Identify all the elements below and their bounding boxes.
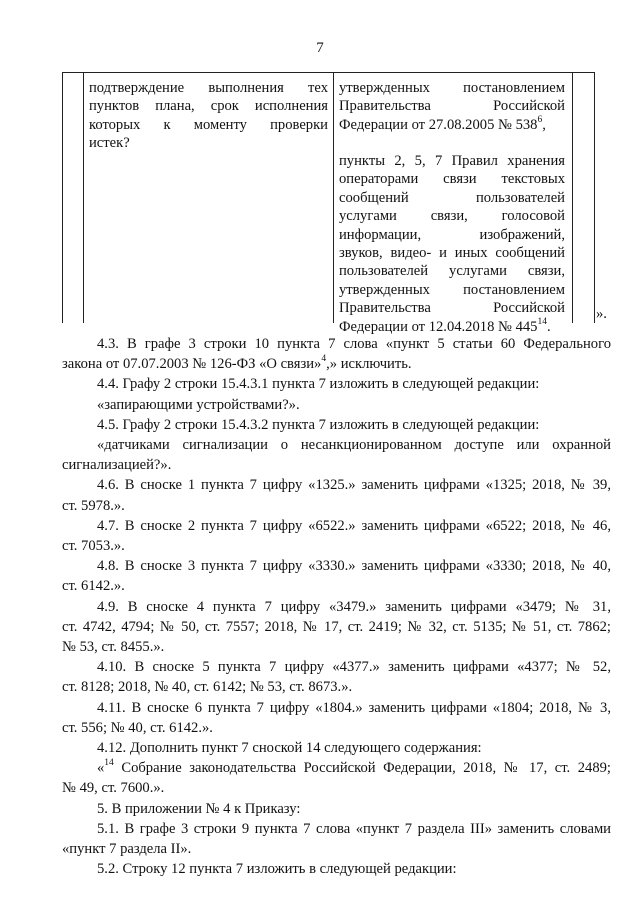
table-top-border xyxy=(62,72,595,73)
paragraph-line xyxy=(62,778,611,798)
paragraph-line xyxy=(62,597,611,617)
paragraph-line xyxy=(62,435,611,455)
table-cell-line-text: утвержденных постановлением xyxy=(339,80,565,96)
paragraph-line-text: ст. 7053.». xyxy=(62,538,125,555)
paragraph-line xyxy=(62,617,611,637)
footnote-ref-tail: . xyxy=(546,318,551,335)
table-cell-line xyxy=(89,116,328,134)
footnote-ref-tail: ,» исключить. xyxy=(326,356,412,373)
paragraph-line xyxy=(62,556,611,576)
table-cell-line xyxy=(339,299,565,317)
paragraph xyxy=(62,758,611,798)
table-cell-legal-basis-1 xyxy=(339,79,565,134)
table-cell-line xyxy=(339,226,565,244)
paragraph xyxy=(62,415,611,435)
paragraph-line-text: ст. 556; № 40, ст. 6142.». xyxy=(62,719,213,736)
paragraph xyxy=(62,475,611,515)
paragraph-line-text: 4.10. В сноске 5 пункта 7 цифру «4377.» заменить цифрами «4377; № 52, xyxy=(97,659,611,676)
table-cell-line-text: пользователей услугами связи, xyxy=(339,263,565,280)
table-cell-line-text: утвержденных постановлением xyxy=(339,281,565,298)
table-cell-line-text: сообщений пользователей xyxy=(339,189,565,206)
paragraph-line-text: 4.9. В сноске 4 пункта 7 цифру «3479.» заменить цифрами «3479; № 31, xyxy=(97,598,611,615)
table-cell-line xyxy=(339,244,565,262)
footnote-ref: 4 xyxy=(321,354,327,365)
table-cell-line xyxy=(339,116,565,134)
paragraph-line-text: 4.11. В сноске 6 пункта 7 цифру «1804.» заменить цифрами «1804; 2018, № 3, xyxy=(97,699,611,716)
paragraph xyxy=(62,738,611,758)
table-cell-line-text: Федерации от 27.08.2005 № 538 xyxy=(339,116,538,133)
table-cell-legal-basis-2 xyxy=(339,152,565,336)
table-cell-line xyxy=(339,207,565,225)
paragraph xyxy=(62,374,611,394)
table-cell-line-text: звуков, видео- и иных сообщений xyxy=(339,245,565,262)
footnote-ref: 14 xyxy=(537,316,547,327)
paragraph-line-text: 4.8. В сноске 3 пункта 7 цифру «3330.» заменить цифрами «3330; 2018, № 40, xyxy=(97,558,611,575)
table-cell-line-text: операторами связи текстовых xyxy=(339,171,565,188)
table-cell-line-text: пунктов плана, срок исполнения xyxy=(89,98,328,115)
table-cell-line xyxy=(339,189,565,207)
paragraph-line-text: сигнализацией?». xyxy=(62,457,172,474)
table-cell-line-text: пункты 2, 5, 7 Правил хранения xyxy=(339,153,565,169)
paragraph xyxy=(62,334,611,374)
paragraph xyxy=(62,859,611,879)
paragraph-line xyxy=(62,738,611,758)
paragraph-line xyxy=(62,455,611,475)
closing-quote: ». xyxy=(596,306,607,322)
paragraph-line-text: 4.7. В сноске 2 пункта 7 цифру «6522.» заменить цифрами «6522; 2018, № 46, xyxy=(97,517,611,534)
table-cell-line xyxy=(339,152,565,170)
table-cell-line-text: услугами связи, голосовой xyxy=(339,208,565,225)
paragraph xyxy=(62,799,611,819)
paragraph xyxy=(62,597,611,658)
paragraph-line-text: 4.3. В графе 3 строки 10 пункта 7 слова «пункт 5 статьи 60 Федерального xyxy=(97,336,611,352)
paragraph-line xyxy=(62,677,611,697)
paragraph-line-text: 5. В приложении № 4 к Приказу: xyxy=(97,800,301,817)
paragraph-line xyxy=(62,415,611,435)
quote-mark: « xyxy=(97,760,105,777)
paragraph-line xyxy=(62,859,611,879)
paragraph xyxy=(62,657,611,697)
table-cell-line xyxy=(89,79,328,97)
paragraph xyxy=(62,516,611,556)
paragraph-line xyxy=(62,758,611,778)
paragraph-line-text: № 49, ст. 7600.». xyxy=(62,780,165,797)
amendment-text xyxy=(62,334,611,879)
table-cell-line xyxy=(339,97,565,115)
table-cell-line-text: Федерации от 12.04.2018 № 445 xyxy=(339,318,538,335)
footnote-number: 14 xyxy=(104,758,114,769)
paragraph-line-text: 5.1. В графе 3 строки 9 пункта 7 слова «пункт 7 раздела III» заменить словами xyxy=(97,820,611,837)
table-cell-line xyxy=(89,134,328,152)
paragraph-line-text: закона от 07.07.2003 № 126-ФЗ «О связи» xyxy=(62,356,322,373)
paragraph-line xyxy=(62,354,611,374)
paragraph-line xyxy=(62,334,611,354)
paragraph xyxy=(62,435,611,475)
table-cell-line-text: Правительства Российской xyxy=(339,98,565,115)
table-cell-line-text: которых к моменту проверки xyxy=(89,116,328,133)
paragraph-line-text: ст. 8128; 2018, № 40, ст. 6142; № 53, ст. 8673.». xyxy=(62,679,353,696)
table-cell-line xyxy=(339,262,565,280)
table-col1-left-border xyxy=(62,72,63,323)
table-col3-right-border xyxy=(572,72,573,323)
paragraph-line-text: ст. 6142.». xyxy=(62,578,125,595)
table-cell-line-text: информации, изображений, xyxy=(339,226,565,243)
paragraph-line-text: «пункт 7 раздела II». xyxy=(62,841,192,858)
paragraph-line xyxy=(62,819,611,839)
paragraph-line-text: «датчиками сигнализации о несанкционированном доступе или охранной xyxy=(97,437,611,454)
paragraph xyxy=(62,819,611,859)
paragraph-line-text: «запирающими устройствами?». xyxy=(97,396,300,413)
paragraph-line xyxy=(62,718,611,738)
table-cell-line xyxy=(339,79,565,97)
paragraph-line-text: ст. 4742, 4794; № 50, ст. 7557; 2018, № 17, ст. 2419; № 32, ст. 5135; № 51, ст. 7862; xyxy=(62,618,611,635)
paragraph-line-text: 5.2. Строку 12 пункта 7 изложить в следующей редакции: xyxy=(97,861,457,878)
paragraph-line xyxy=(62,576,611,596)
paragraph-line xyxy=(62,698,611,718)
paragraph xyxy=(62,395,611,415)
paragraph-line xyxy=(62,374,611,394)
requirements-table xyxy=(62,72,595,335)
paragraph-line xyxy=(62,637,611,657)
paragraph-line-text: Собрание законодательства Российской Федерации, 2018, № 17, ст. 2489; xyxy=(113,760,611,777)
paragraph-line-text: 4.12. Дополнить пункт 7 сноской 14 следующего содержания: xyxy=(97,740,482,757)
paragraph-line-text: 4.6. В сноске 1 пункта 7 цифру «1325.» заменить цифрами «1325; 2018, № 39, xyxy=(97,477,611,494)
table-col2-left-border xyxy=(83,72,84,323)
table-cell-line xyxy=(339,281,565,299)
table-cell-question xyxy=(89,79,328,153)
page-number: 7 xyxy=(316,40,324,56)
paragraph-line xyxy=(62,657,611,677)
table-cell-line-text: истек? xyxy=(89,135,130,152)
paragraph-line xyxy=(62,839,611,859)
paragraph-line xyxy=(62,496,611,516)
table-cell-line-text: подтверждение выполнения тех xyxy=(89,80,328,96)
paragraph-line xyxy=(62,475,611,495)
paragraph-line-text: ст. 5978.». xyxy=(62,497,125,514)
table-col3-left-border xyxy=(333,72,334,323)
table-cell-line xyxy=(89,97,328,115)
table-right-border xyxy=(594,72,595,323)
footnote-ref: 6 xyxy=(537,114,543,125)
paragraph-line-text: 4.5. Графу 2 строки 15.4.3.2 пункта 7 изложить в следующей редакции: xyxy=(97,416,540,433)
table-cell-line xyxy=(339,170,565,188)
paragraph-line xyxy=(62,799,611,819)
paragraph-line xyxy=(62,516,611,536)
table-cell-line-text: Правительства Российской xyxy=(339,300,565,317)
paragraph-line-text: 4.4. Графу 2 строки 15.4.3.1 пункта 7 изложить в следующей редакции: xyxy=(97,376,540,393)
paragraph xyxy=(62,556,611,596)
paragraph-line-text: № 53, ст. 8455.». xyxy=(62,639,165,656)
footnote-ref-tail: , xyxy=(542,116,546,133)
paragraph-line xyxy=(62,395,611,415)
paragraph-line xyxy=(62,536,611,556)
paragraph xyxy=(62,698,611,738)
